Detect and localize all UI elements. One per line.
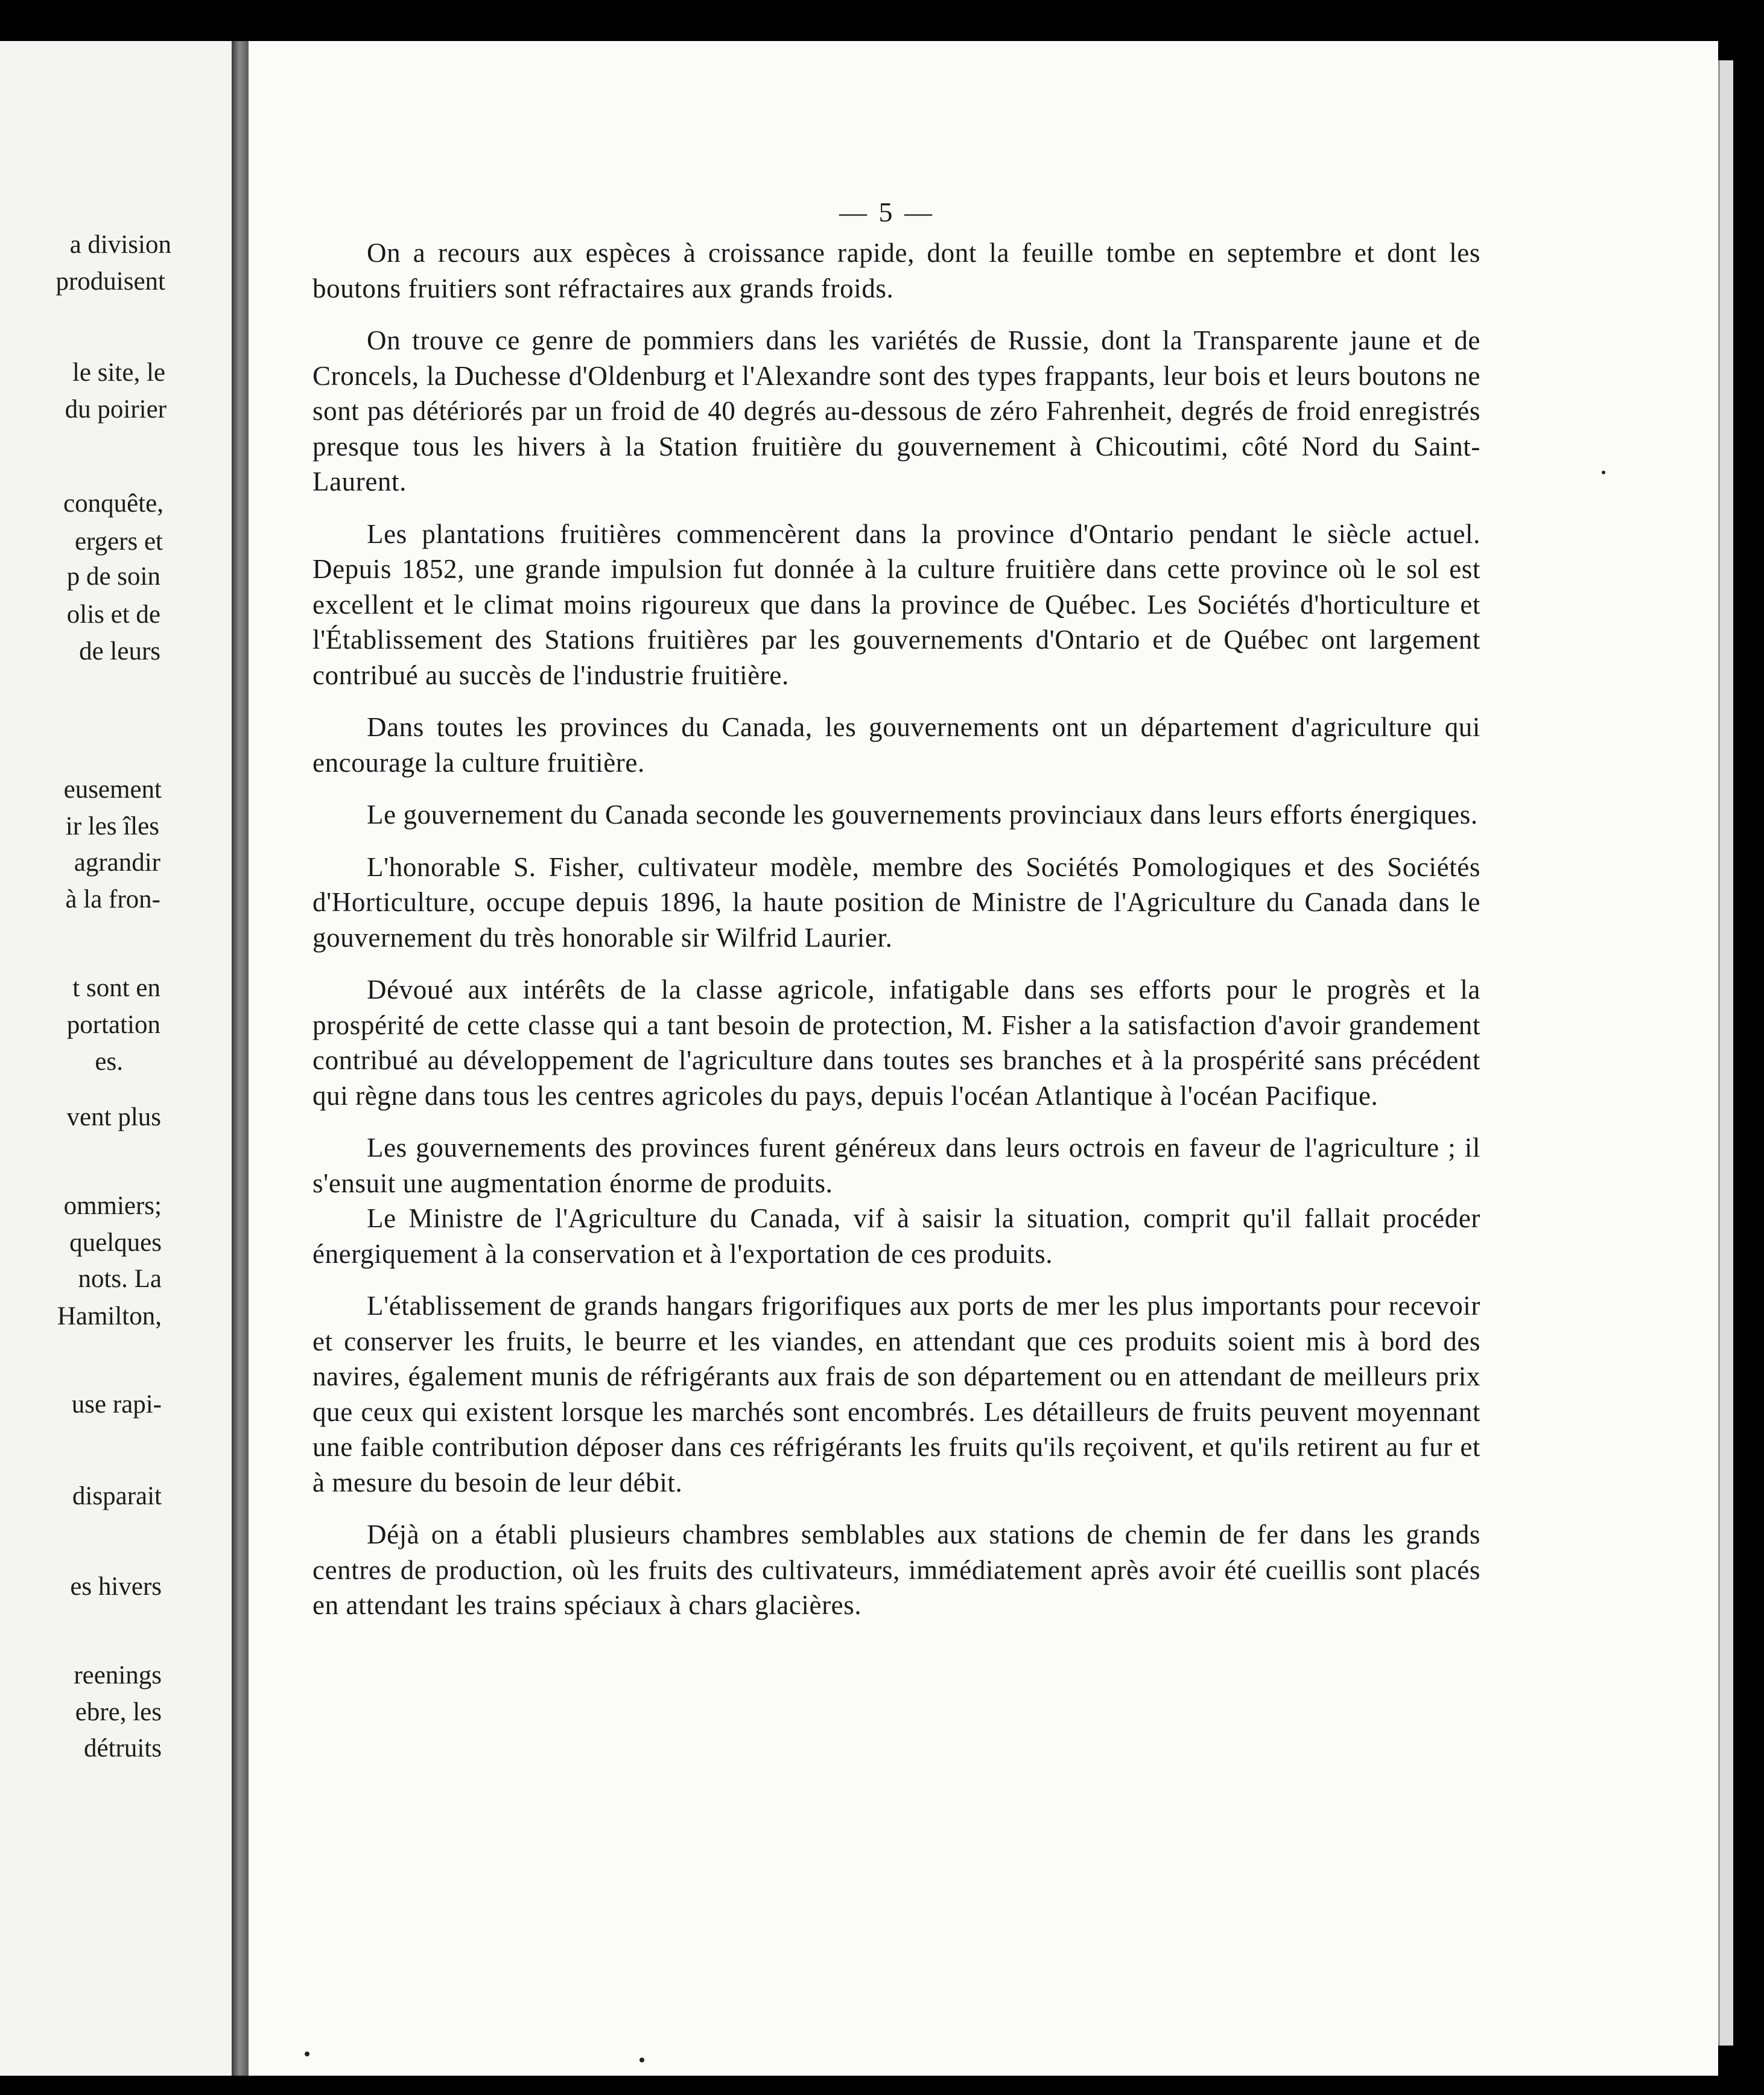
scan-speck (305, 2052, 309, 2056)
paragraph: Le gouvernement du Canada seconde les gouvernements provinciaux dans leurs efforts énergiques. (367, 800, 1478, 830)
paragraph: L'établissement de grands hangars frigorifiques aux ports de mer les plus importants pour recevoir et conserver les fruits, le beurre et les viandes, en attendant que ces produits soient mis à bord des navires, également munis de réfrigérants aux frais de son département ou en attendant de meilleurs prix que ceux qui existent lorsque les marchés sont encombrés. Les détailleurs de fruits peuvent moyennant une faible contribution déposer dans ces réfrigérants les fruits qu'ils reçoivent, et qu'ils retirent au fur et à mesure du besoin de leur débit. (313, 1291, 1480, 1498)
scan-speck (639, 2058, 644, 2062)
left-page-line: es. (95, 1048, 123, 1076)
left-page-line: ergers et (74, 527, 163, 556)
scan-border-bottom (0, 2076, 1764, 2095)
paragraph: Les gouvernements des provinces furent généreux dans leurs octrois en faveur de l'agriculture ; il s'ensuit une augmentation énorme de produits. (313, 1133, 1480, 1198)
left-page-line: use rapi- (71, 1390, 162, 1419)
paragraph: Dévoué aux intérêts de la classe agricole, infatigable dans ses efforts pour le progrès et la prospérité de cette classe qui a tant besoin de protection, M. Fisher a la satisfaction d'avoir grandement contribué au développement de l'agriculture dans toutes ses branches et à la prospérité sans précédent qui règne dans tous les centres agricoles du pays, depuis l'océan Atlantique à l'océan Pacifique. (313, 974, 1480, 1111)
left-page-line: nots. La (78, 1265, 162, 1293)
left-page-line: Hamilton, (57, 1302, 162, 1330)
left-page-line: produisent (56, 267, 165, 296)
left-page-line: olis et de (66, 600, 160, 629)
left-page-line: ebre, les (75, 1698, 162, 1726)
left-page-line: agrandir (74, 848, 160, 877)
left-page-line: disparait (72, 1482, 162, 1510)
left-page-line: du poirier (65, 395, 167, 424)
left-page-line: le site, le (72, 358, 165, 387)
left-page-line: portation (66, 1011, 160, 1039)
book-gutter (232, 41, 249, 2076)
paragraph: Déjà on a établi plusieurs chambres semblables aux stations de chemin de fer dans les grands centres de production, où les fruits des cultivateurs, immédiatement après avoir été cueillis sont placés en attendant les trains spéciaux à chars glacières. (313, 1519, 1480, 1620)
left-page-line: détruits (84, 1734, 162, 1763)
left-page-line: conquête, (63, 489, 163, 518)
page-number: — 5 — (839, 197, 934, 227)
page-edge (1718, 60, 1733, 2046)
scan-border-top (0, 0, 1764, 41)
paragraph: Le Ministre de l'Agriculture du Canada, vif à saisir la situation, comprit qu'il fallait procéder énergiquement à la conservation et à l'exportation de ces produits. (313, 1203, 1480, 1269)
left-page-line: à la fron- (65, 885, 160, 914)
left-page-line: quelques (69, 1229, 162, 1257)
paragraph: L'honorable S. Fisher, cultivateur modèle, membre des Sociétés Pomologiques et des Sociétés d'Horticulture, occupe depuis 1896, la haute position de Ministre de l'Agriculture du Canada dans le gouvernement du très honorable sir Wilfrid Laurier. (313, 851, 1480, 953)
paragraph: On trouve ce genre de pommiers dans les variétés de Russie, dont la Transparente jaune et de Croncels, la Duchesse d'Oldenburg et l'Alexandre sont des types frappants, leur bois et leurs boutons ne sont pas détériorés par un froid de 40 degrés au-dessous de zéro Fahrenheit, degrés de froid enregistrés presque tous les hivers à la Station fruitière du gouvernement à Chicoutimi, côté Nord du Saint-Laurent. (313, 325, 1480, 497)
left-page-line: es hivers (70, 1572, 162, 1601)
scan-speck (1602, 471, 1605, 474)
left-page-line: eusement (63, 775, 162, 804)
left-page-line: t sont en (72, 974, 160, 1002)
paragraph: Dans toutes les provinces du Canada, les gouvernements ont un département d'agriculture qui encourage la culture fruitière. (313, 712, 1480, 778)
paragraph: Les plantations fruitières commencèrent dans la province d'Ontario pendant le siècle actuel. Depuis 1852, une grande impulsion fut donnée à la culture fruitière dans cette province où le sol est excellent et le climat moins rigoureux que dans la province de Québec. Les Sociétés d'horticulture et l'Établissement des Stations fruitières par les gouvernements d'Ontario et de Québec ont largement contribué au succès de l'industrie fruitière. (313, 518, 1480, 690)
left-page-line: p de soin (66, 562, 160, 591)
left-page-line: a division (69, 230, 171, 259)
left-page-line: vent plus (66, 1103, 161, 1131)
paragraph: On a recours aux espèces à croissance rapide, dont la feuille tombe en septembre et dont les boutons fruitiers sont réfractaires aux grands froids. (313, 238, 1480, 304)
left-page-line: de leurs (79, 637, 160, 666)
left-page-line: ommiers; (63, 1192, 162, 1220)
left-facing-page (0, 41, 232, 2076)
page-body (313, 235, 1480, 1640)
left-page-line: reenings (74, 1661, 162, 1690)
left-page-line: ir les îles (65, 812, 159, 841)
